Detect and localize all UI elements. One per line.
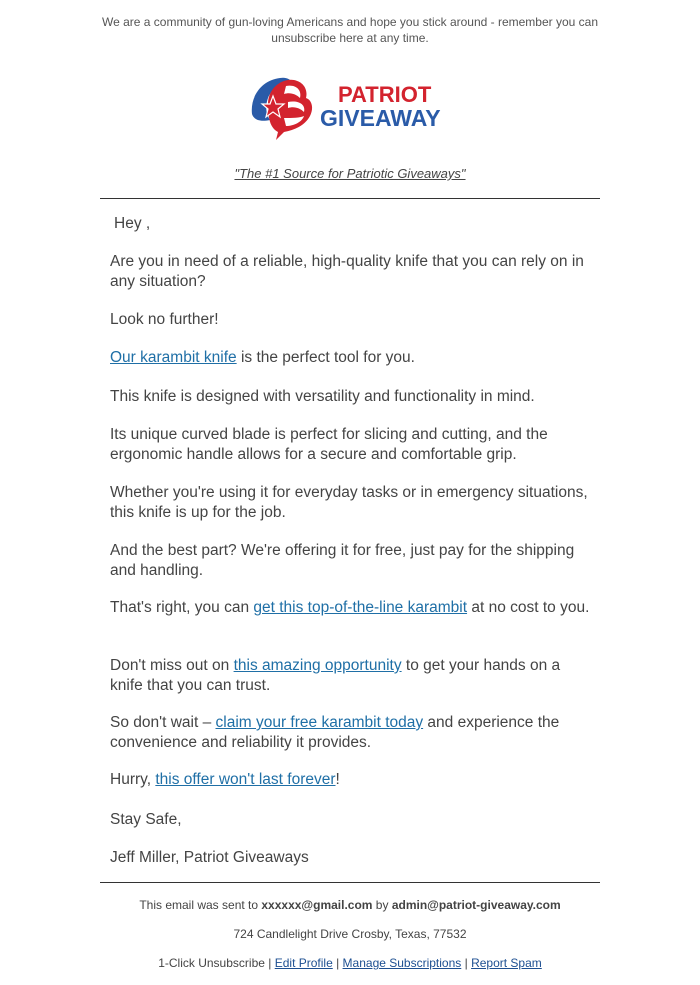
paragraph-10-pre: So don't wait – — [110, 714, 216, 731]
get-karambit-link[interactable]: get this top-of-the-line karambit — [253, 599, 468, 616]
paragraph-6: Whether you're using it for everyday tasks or in emergency situations, this knife is up for the job. — [110, 484, 588, 521]
bottom-divider — [100, 882, 600, 883]
karambit-knife-link[interactable]: Our karambit knife — [110, 349, 237, 366]
amazing-opportunity-link[interactable]: this amazing opportunity — [233, 657, 402, 674]
report-spam-link[interactable]: Report Spam — [471, 956, 542, 970]
paragraph-9-pre: Don't miss out on — [110, 657, 234, 674]
paragraph-3 — [110, 348, 590, 368]
paragraph-8-pre: That's right, you can — [110, 599, 254, 616]
paragraph-11-post: ! — [335, 771, 340, 788]
footer-separator: | — [461, 956, 472, 970]
greeting: Hey , — [114, 215, 151, 232]
claim-karambit-link[interactable]: claim your free karambit today — [215, 714, 424, 731]
logo-line1: PATRIOT — [338, 82, 432, 107]
offer-ends-link[interactable]: this offer won't last forever — [155, 771, 336, 788]
paragraph-7: And the best part? We're offering it for free, just pay for the shipping and handling. — [110, 542, 575, 579]
footer-separator: | — [264, 956, 275, 970]
paragraph-5: Its unique curved blade is perfect for slicing and cutting, and the ergonomic handle allows for a secure and comfortable grip. — [110, 426, 548, 463]
sign-off: Stay Safe, — [110, 811, 182, 828]
signature: Jeff Miller, Patriot Giveaways — [110, 849, 309, 866]
footer-links — [100, 956, 600, 970]
paragraph-3-text: is the perfect tool for you. — [236, 349, 415, 366]
one-click-unsubscribe[interactable]: 1-Click Unsubscribe — [158, 956, 265, 970]
footer-address: 724 Candlelight Drive Crosby, Texas, 77532 — [233, 927, 467, 941]
footer-sent-mid: by — [372, 898, 392, 912]
paragraph-10 — [110, 713, 590, 752]
preheader-text: We are a community of gun-loving Americans and hope you stick around - remember you can unsubscribe here at any time. — [101, 15, 599, 45]
paragraph-4: This knife is designed with versatility and functionality in mind. — [110, 388, 535, 405]
top-divider — [100, 198, 600, 199]
tagline: "The #1 Source for Patriotic Giveaways" — [234, 166, 466, 181]
manage-subscriptions-link[interactable]: Manage Subscriptions — [342, 956, 462, 970]
patriot-star-logo-icon — [246, 70, 456, 142]
footer-separator: | — [332, 956, 343, 970]
patriot-giveaway-logo[interactable] — [246, 70, 456, 142]
paragraph-9-post: to get your hands on a knife that you can trust. — [110, 657, 561, 694]
paragraph-1: Are you in need of a reliable, high-quality knife that you can rely on in any situation? — [110, 253, 584, 290]
logo-line2: GIVEAWAY — [320, 105, 441, 131]
paragraph-2: Look no further! — [110, 311, 219, 328]
paragraph-10-post: and experience the convenience and reliability it provides. — [110, 714, 560, 751]
edit-profile-link[interactable]: Edit Profile — [274, 956, 333, 970]
paragraph-8 — [110, 598, 590, 618]
paragraph-11 — [110, 770, 590, 790]
footer-sent-line — [100, 898, 600, 912]
recipient-email: xxxxxx@gmail.com — [261, 898, 373, 912]
sender-email: admin@patriot-giveaway.com — [391, 898, 561, 912]
footer-sent-pre: This email was sent to — [139, 898, 262, 912]
paragraph-9 — [110, 656, 590, 695]
paragraph-11-pre: Hurry, — [110, 771, 156, 788]
paragraph-8-post: at no cost to you. — [467, 599, 590, 616]
